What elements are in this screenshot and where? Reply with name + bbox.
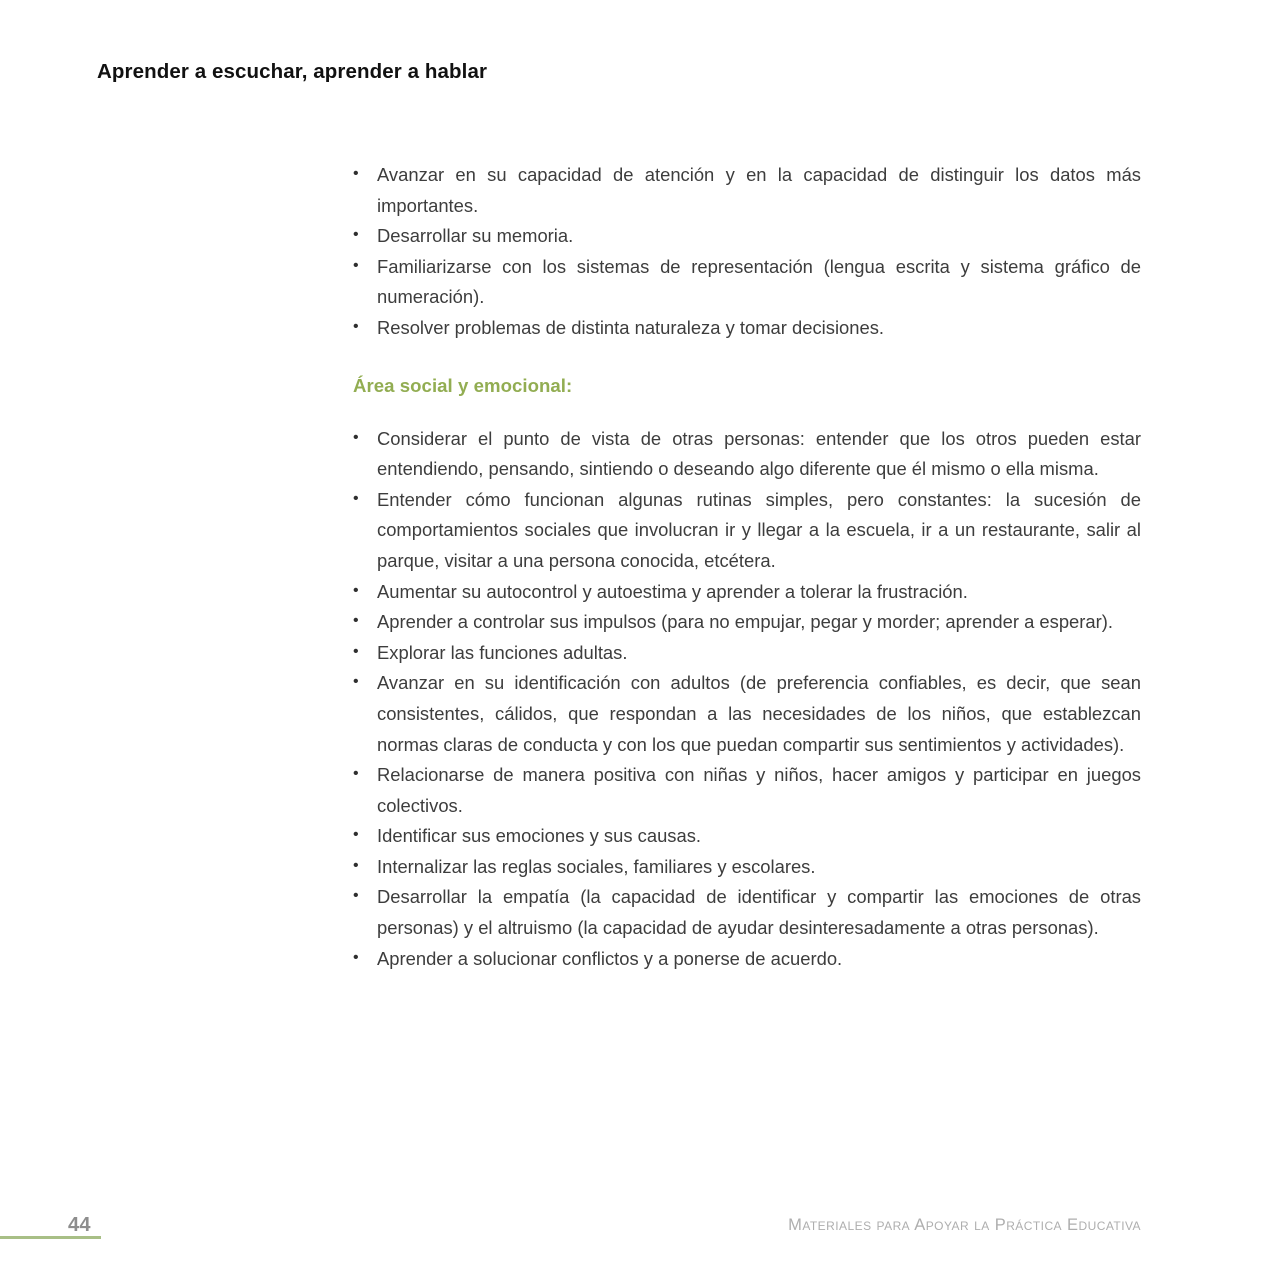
main-content	[353, 160, 1141, 974]
list-item-text: • Desarrollar su memoria.	[377, 225, 574, 247]
running-head: Aprender a escuchar, aprender a hablar	[97, 60, 488, 83]
objectives-list-social-emotional	[353, 424, 1141, 975]
list-item-text: • Aprender a controlar sus impulsos (para no empujar, pegar y morder; aprender a esperar).	[377, 611, 1113, 633]
list-item	[353, 160, 1141, 221]
section-heading-area-social-y-emocional: Área social y emocional:	[353, 374, 573, 396]
list-item	[353, 760, 1141, 821]
list-item-text: • Desarrollar la empatía (la capacidad de identificar y compartir las emociones de otras personas) y el altruismo (la capacidad de ayudar desinteresadamente a otras personas).	[377, 886, 1141, 939]
footer-title: Materiales para Apoyar la Práctica Educativa	[788, 1216, 1141, 1234]
list-item	[353, 638, 1141, 669]
list-item	[353, 485, 1141, 577]
list-item-text: • Aprender a solucionar conflictos y a ponerse de acuerdo.	[377, 947, 843, 969]
list-item	[353, 577, 1141, 608]
list-item-text: • Avanzar en su identificación con adultos (de preferencia confiables, es decir, que sean consistentes, cálidos, que respondan a las necesidades de los niños, que establezcan normas claras de conducta y con los que puedan compartir sus sentimientos y actividades).	[377, 672, 1141, 755]
list-item	[353, 821, 1141, 852]
page-number: 44	[68, 1214, 91, 1236]
list-item-text: • Explorar las funciones adultas.	[377, 641, 628, 663]
list-item	[353, 607, 1141, 638]
list-item	[353, 313, 1141, 344]
list-item	[353, 852, 1141, 883]
list-item	[353, 944, 1141, 975]
list-item-text: • Relacionarse de manera positiva con niñas y niños, hacer amigos y participar en juegos colectivos.	[377, 764, 1141, 816]
list-item-text: • Considerar el punto de vista de otras personas: entender que los otros pueden estar entendiendo, pensando, sintiendo o deseando algo diferente que él mismo o ella misma.	[377, 427, 1141, 480]
list-item-text: • Aumentar su autocontrol y autoestima y aprender a tolerar la frustración.	[377, 580, 968, 602]
list-item	[353, 424, 1141, 485]
list-item-text: • Internalizar las reglas sociales, familiares y escolares.	[377, 855, 816, 877]
list-item-text: • Identificar sus emociones y sus causas.	[377, 825, 702, 847]
list-item	[353, 668, 1141, 760]
list-item-text: • Entender cómo funcionan algunas rutinas simples, pero constantes: la sucesión de comportamientos sociales que involucran ir y llegar a la escuela, ir a un restaurante, salir al parque, visitar a una persona conocida, etcétera.	[377, 488, 1141, 571]
list-item-text: • Avanzar en su capacidad de atención y en la capacidad de distinguir los datos más importantes.	[377, 164, 1141, 216]
list-item	[353, 221, 1141, 252]
list-item-text: • Resolver problemas de distinta naturaleza y tomar decisiones.	[377, 316, 885, 338]
list-item	[353, 882, 1141, 943]
objectives-list-cognitive	[353, 160, 1141, 344]
list-item-text: • Familiarizarse con los sistemas de representación (lengua escrita y sistema gráfico de numeración).	[377, 255, 1141, 308]
list-item	[353, 252, 1141, 313]
